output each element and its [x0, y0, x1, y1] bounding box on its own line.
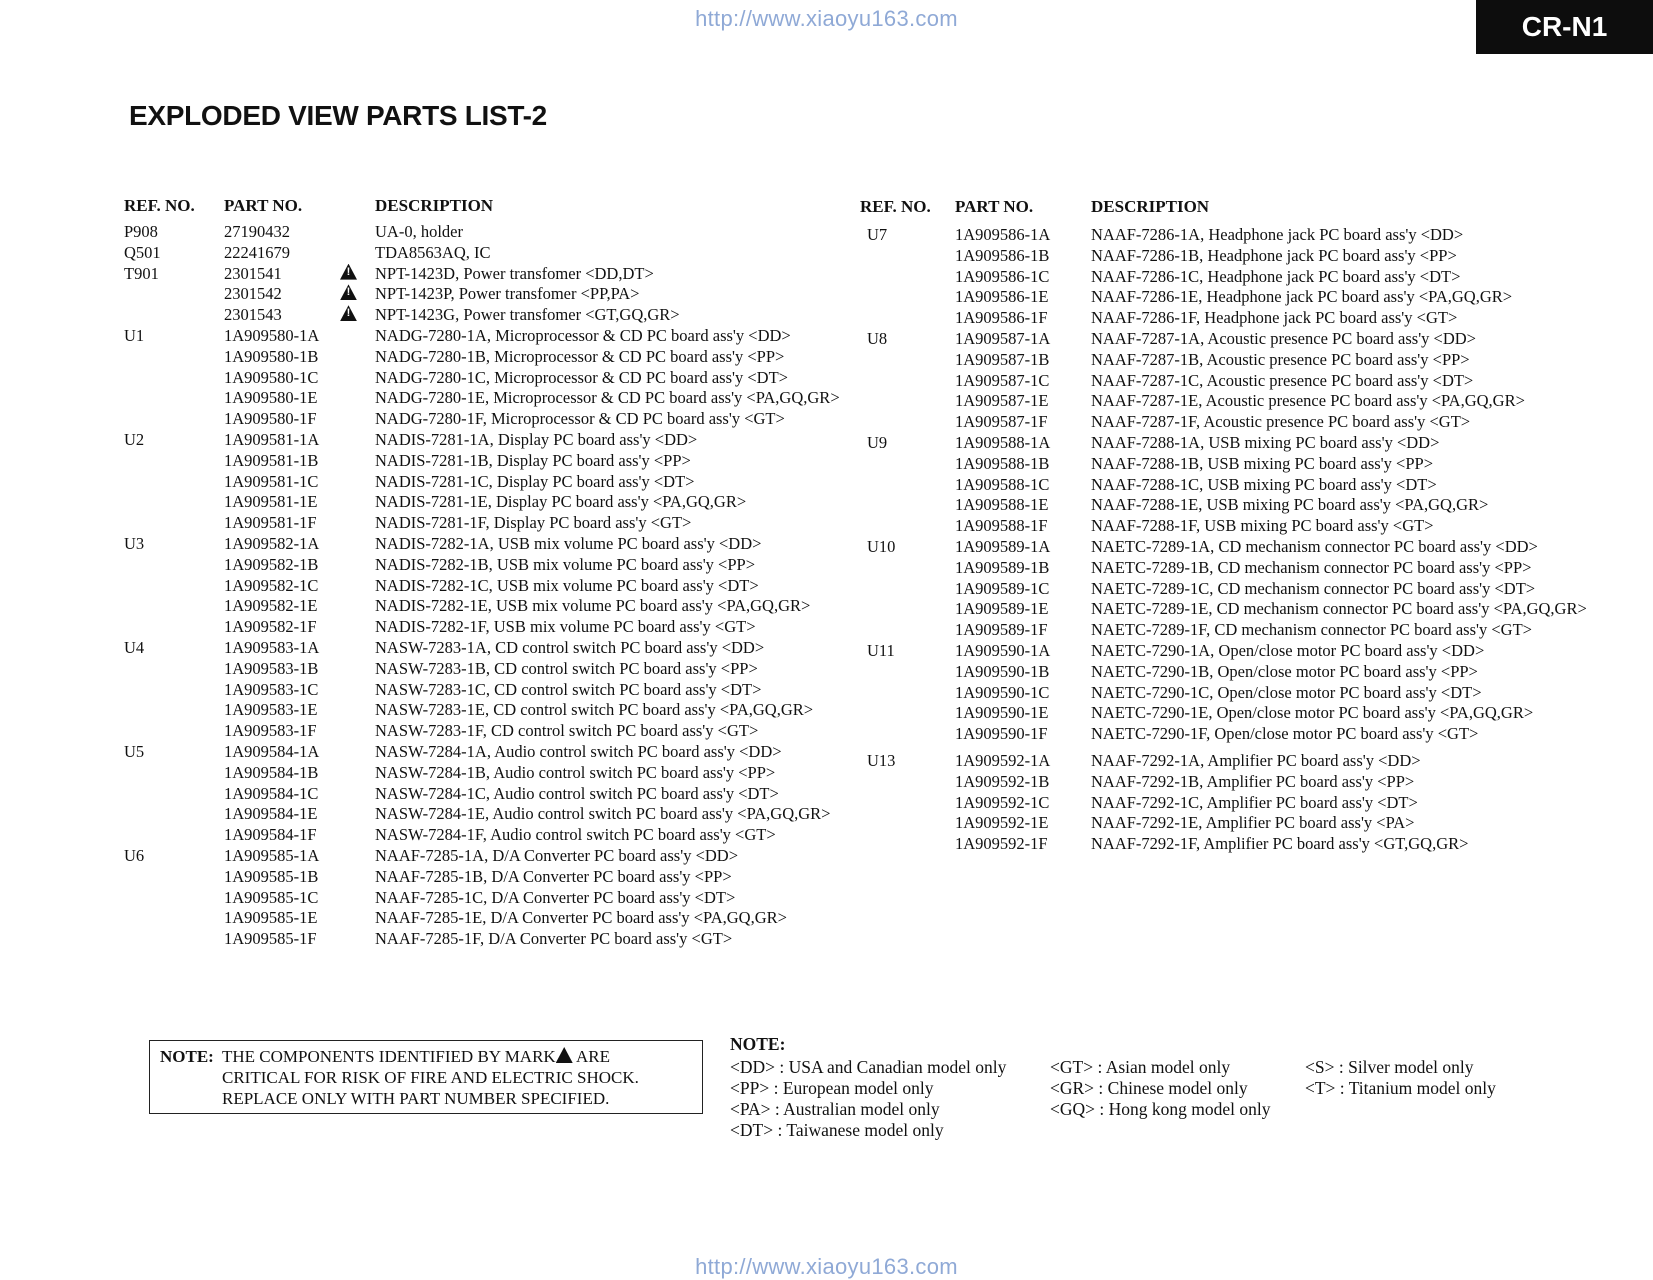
description: NAAF-7288-1C, USB mixing PC board ass'y <DT> [1091, 474, 1437, 494]
part-no: 1A909586-1E [955, 287, 1049, 307]
legend-item: <DT> : Taiwanese model only [730, 1120, 944, 1140]
table-row [124, 825, 844, 846]
description: NAETC-7290-1F, Open/close motor PC board ass'y <GT> [1091, 724, 1479, 744]
part-no: 1A909589-1B [955, 557, 1050, 577]
description: NAETC-7290-1A, Open/close motor PC board ass'y <DD> [1091, 640, 1485, 660]
ref-no: U10 [867, 536, 896, 556]
description: NAAF-7292-1A, Amplifier PC board ass'y <DD> [1091, 750, 1421, 770]
description: NASW-7283-1E, CD control switch PC board ass'y <PA,GQ,GR> [375, 700, 814, 720]
ref-no-header: REF. NO. [860, 197, 931, 216]
description: NPT-1423D, Power transfomer <DD,DT> [375, 263, 654, 283]
description: NASW-7283-1B, CD control switch PC board ass'y <PP> [375, 658, 758, 678]
page-title: EXPLODED VIEW PARTS LIST-2 [129, 100, 547, 131]
table-row [124, 368, 844, 389]
table-row [860, 475, 1640, 496]
part-no: 1A909580-1E [224, 388, 318, 408]
part-no: 1A909580-1A [224, 325, 320, 345]
description: NAAF-7288-1B, USB mixing PC board ass'y <PP> [1091, 453, 1433, 473]
description: NADIS-7282-1A, USB mix volume PC board ass'y <DD> [375, 533, 762, 553]
ref-no: U8 [867, 328, 888, 348]
legend-item: <S> : Silver model only [1305, 1057, 1474, 1077]
description: NADIS-7282-1E, USB mix volume PC board ass'y <PA,GQ,GR> [375, 596, 811, 616]
part-no: 1A909582-1F [224, 617, 317, 637]
warning-triangle-icon [340, 305, 357, 321]
description: NADIS-7282-1F, USB mix volume PC board ass'y <GT> [375, 617, 756, 637]
part-no: 1A909585-1A [224, 845, 320, 865]
description: NAETC-7289-1E, CD mechanism connector PC board ass'y <PA,GQ,GR> [1091, 599, 1587, 619]
description: NAAF-7292-1E, Amplifier PC board ass'y <PA> [1091, 813, 1415, 833]
table-row [124, 576, 844, 597]
part-no: 1A909592-1F [955, 834, 1048, 854]
table-row [124, 555, 844, 576]
description: NAAF-7285-1F, D/A Converter PC board ass'y <GT> [375, 929, 733, 949]
ref-no: U9 [867, 432, 888, 452]
table-row [124, 659, 844, 680]
description: NADG-7280-1E, Microprocessor & CD PC board ass'y <PA,GQ,GR> [375, 388, 840, 408]
description: UA-0, holder [375, 222, 463, 241]
part-no: 1A909582-1A [224, 533, 320, 553]
part-no: 1A909587-1C [955, 370, 1050, 390]
table-row [860, 793, 1640, 814]
note-line-2: CRITICAL FOR RISK OF FIRE AND ELECTRIC SHOCK. [222, 1068, 639, 1087]
legend-item: <GR> : Chinese model only [1050, 1078, 1248, 1098]
part-no: 1A909580-1C [224, 367, 319, 387]
part-no: 1A909586-1F [955, 308, 1048, 328]
part-no: 1A909588-1E [955, 495, 1049, 515]
table-row [860, 287, 1640, 308]
part-no: 1A909583-1F [224, 721, 317, 741]
legend-item: <DD> : USA and Canadian model only [730, 1057, 1007, 1077]
part-no: 1A909581-1E [224, 492, 318, 512]
part-no: 2301541 [224, 263, 282, 283]
description: NAETC-7289-1A, CD mechanism connector PC board ass'y <DD> [1091, 536, 1538, 556]
ref-no: U1 [124, 325, 145, 345]
description: TDA8563AQ, IC [375, 242, 491, 262]
description: NAAF-7285-1E, D/A Converter PC board ass'y <PA,GQ,GR> [375, 908, 787, 928]
part-no: 1A909588-1F [955, 516, 1048, 536]
part-no: 1A909588-1C [955, 474, 1050, 494]
table-row [860, 813, 1640, 834]
note-label: NOTE: [160, 1047, 214, 1066]
table-row [860, 371, 1640, 392]
part-no: 1A909587-1F [955, 412, 1048, 432]
table-row [124, 929, 844, 950]
part-no: 1A909588-1B [955, 453, 1050, 473]
description: NAAF-7287-1B, Acoustic presence PC board ass'y <PP> [1091, 349, 1470, 369]
part-no: 1A909582-1B [224, 554, 319, 574]
legend-column-1 [730, 1057, 1006, 1141]
part-no: 27190432 [224, 222, 290, 241]
table-row [860, 350, 1640, 371]
description: NAAF-7285-1A, D/A Converter PC board ass'y <DD> [375, 845, 739, 865]
description: NADIS-7281-1B, Display PC board ass'y <PP> [375, 450, 691, 470]
part-no: 1A909588-1A [955, 432, 1051, 452]
ref-no: U2 [124, 429, 145, 449]
description: NAAF-7285-1B, D/A Converter PC board ass'y <PP> [375, 866, 732, 886]
table-row [124, 222, 844, 243]
part-no: 1A909581-1A [224, 429, 320, 449]
warning-triangle-icon [340, 284, 357, 300]
ref-no: U7 [867, 225, 888, 244]
part-no: 1A909592-1E [955, 813, 1049, 833]
ref-no: U4 [124, 637, 145, 657]
description: NAETC-7290-1C, Open/close motor PC board ass'y <DT> [1091, 682, 1482, 702]
description: NASW-7284-1F, Audio control switch PC board ass'y <GT> [375, 825, 776, 845]
note-line-1-text: THE COMPONENTS IDENTIFIED BY MARK [222, 1047, 556, 1066]
description: NASW-7283-1F, CD control switch PC board ass'y <GT> [375, 721, 759, 741]
part-no: 1A909590-1C [955, 682, 1050, 702]
description: NADG-7280-1A, Microprocessor & CD PC board ass'y <DD> [375, 325, 791, 345]
part-no: 1A909580-1B [224, 346, 319, 366]
legend-item: <GQ> : Hong kong model only [1050, 1099, 1271, 1119]
part-no: 1A909586-1C [955, 266, 1050, 286]
description: NAAF-7287-1E, Acoustic presence PC board ass'y <PA,GQ,GR> [1091, 391, 1525, 411]
table-row [124, 721, 844, 742]
ref-no: U6 [124, 845, 145, 865]
part-no: 1A909592-1B [955, 771, 1050, 791]
description: NADG-7280-1B, Microprocessor & CD PC board ass'y <PP> [375, 346, 785, 366]
warning-triangle-icon [556, 1047, 573, 1063]
table-row [124, 472, 844, 493]
part-no: 2301542 [224, 284, 282, 304]
description: NAETC-7289-1C, CD mechanism connector PC board ass'y <DT> [1091, 578, 1536, 598]
table-row [860, 703, 1640, 724]
table-row [124, 846, 844, 867]
table-row [860, 246, 1640, 267]
description: NASW-7283-1A, CD control switch PC board ass'y <DD> [375, 637, 765, 657]
part-no: 2301543 [224, 305, 282, 325]
part-no: 1A909581-1F [224, 513, 317, 533]
table-row [124, 742, 844, 763]
table-header [860, 197, 1640, 225]
table-row [124, 638, 844, 659]
table-row [124, 264, 844, 285]
ref-no: Q501 [124, 242, 161, 262]
part-no: 1A909586-1A [955, 225, 1051, 244]
description: NAETC-7289-1F, CD mechanism connector PC board ass'y <GT> [1091, 620, 1532, 640]
table-row [124, 451, 844, 472]
description: NAAF-7287-1A, Acoustic presence PC board ass'y <DD> [1091, 328, 1476, 348]
table-row [124, 305, 844, 326]
part-no: 1A909585-1C [224, 887, 319, 907]
part-no: 1A909583-1E [224, 700, 318, 720]
table-row [860, 579, 1640, 600]
part-no: 1A909587-1E [955, 391, 1049, 411]
description: NAAF-7285-1C, D/A Converter PC board ass'y <DT> [375, 887, 736, 907]
part-no: 1A909590-1A [955, 640, 1051, 660]
part-no: 1A909582-1C [224, 575, 319, 595]
ref-no: U3 [124, 533, 145, 553]
table-row [860, 662, 1640, 683]
part-no: 1A909582-1E [224, 596, 318, 616]
legend-column-2 [1050, 1057, 1271, 1120]
table-row [124, 617, 844, 638]
ref-no: U13 [867, 750, 896, 770]
parts-table-left [124, 196, 844, 950]
description: NASW-7284-1C, Audio control switch PC board ass'y <DT> [375, 783, 779, 803]
table-row [124, 284, 844, 305]
table-row [124, 513, 844, 534]
description-header: DESCRIPTION [375, 196, 494, 215]
part-no: 1A909583-1A [224, 637, 320, 657]
table-row [860, 772, 1640, 793]
safety-note-box [149, 1040, 703, 1114]
part-no-header: PART NO. [224, 196, 303, 215]
table-row [124, 492, 844, 513]
legend-item: <PA> : Australian model only [730, 1099, 940, 1119]
part-no: 1A909592-1A [955, 750, 1051, 770]
table-row [124, 409, 844, 430]
description: NAAF-7286-1F, Headphone jack PC board ass'y <GT> [1091, 308, 1458, 328]
table-row [124, 243, 844, 264]
description: NADIS-7281-1E, Display PC board ass'y <PA,GQ,GR> [375, 492, 747, 512]
description: NAAF-7292-1C, Amplifier PC board ass'y <DT> [1091, 792, 1418, 812]
table-row [860, 683, 1640, 704]
table-row [860, 433, 1640, 454]
table-row [860, 751, 1640, 772]
description: NAAF-7288-1F, USB mixing PC board ass'y <GT> [1091, 516, 1434, 536]
description: NADIS-7281-1A, Display PC board ass'y <DD> [375, 429, 698, 449]
ref-no: P908 [124, 222, 158, 241]
table-row [124, 430, 844, 451]
table-row [860, 834, 1640, 855]
table-row [860, 537, 1640, 558]
note-line-3: REPLACE ONLY WITH PART NUMBER SPECIFIED. [222, 1089, 610, 1108]
table-row [124, 596, 844, 617]
table-row [860, 267, 1640, 288]
description: NADIS-7281-1F, Display PC board ass'y <GT> [375, 513, 692, 533]
table-row [860, 558, 1640, 579]
table-row [124, 784, 844, 805]
part-no: 1A909590-1B [955, 661, 1050, 681]
description: NADIS-7281-1C, Display PC board ass'y <DT> [375, 471, 695, 491]
note-line-1-end: ARE [576, 1047, 611, 1066]
source-url-top[interactable]: http://www.xiaoyu163.com [695, 6, 958, 31]
legend-column-3 [1305, 1057, 1496, 1099]
table-row [860, 599, 1640, 620]
part-no: 1A909584-1F [224, 825, 317, 845]
description: NASW-7284-1A, Audio control switch PC board ass'y <DD> [375, 741, 782, 761]
table-row [124, 700, 844, 721]
part-no: 1A909581-1B [224, 450, 319, 470]
part-no: 1A909589-1C [955, 578, 1050, 598]
table-row [860, 225, 1640, 246]
part-no: 1A909589-1E [955, 599, 1049, 619]
table-row [860, 641, 1640, 662]
ref-no: T901 [124, 263, 159, 283]
description: NAAF-7286-1B, Headphone jack PC board ass'y <PP> [1091, 245, 1457, 265]
description: NAAF-7292-1B, Amplifier PC board ass'y <PP> [1091, 771, 1415, 791]
table-row [124, 763, 844, 784]
parts-table-right [860, 197, 1640, 855]
table-header [124, 196, 844, 222]
description: NAAF-7286-1E, Headphone jack PC board ass'y <PA,GQ,GR> [1091, 287, 1513, 307]
description: NAAF-7292-1F, Amplifier PC board ass'y <GT,GQ,GR> [1091, 834, 1469, 854]
part-no-header: PART NO. [955, 197, 1034, 216]
ref-no-header: REF. NO. [124, 196, 195, 215]
description-header: DESCRIPTION [1091, 197, 1210, 216]
description: NASW-7283-1C, CD control switch PC board ass'y <DT> [375, 679, 762, 699]
table-row [860, 516, 1640, 537]
legend-item: <GT> : Asian model only [1050, 1057, 1231, 1077]
part-no: 1A909587-1A [955, 328, 1051, 348]
legend-title: NOTE: [730, 1034, 786, 1054]
part-no: 1A909589-1A [955, 536, 1051, 556]
description: NPT-1423P, Power transfomer <PP,PA> [375, 284, 640, 304]
part-no: 1A909592-1C [955, 792, 1050, 812]
table-row [124, 804, 844, 825]
description: NADG-7280-1C, Microprocessor & CD PC board ass'y <DT> [375, 367, 788, 387]
legend-item: <PP> : European model only [730, 1078, 934, 1098]
description: NAAF-7286-1A, Headphone jack PC board ass'y <DD> [1091, 225, 1464, 244]
part-no: 1A909583-1C [224, 679, 319, 699]
description: NAETC-7289-1B, CD mechanism connector PC board ass'y <PP> [1091, 557, 1532, 577]
description: NAAF-7288-1A, USB mixing PC board ass'y <DD> [1091, 432, 1440, 452]
ref-no: U5 [124, 741, 145, 761]
part-no: 1A909586-1B [955, 245, 1050, 265]
part-no: 1A909584-1B [224, 762, 319, 782]
description: NPT-1423G, Power transfomer <GT,GQ,GR> [375, 305, 680, 325]
table-row [860, 454, 1640, 475]
legend-item: <T> : Titanium model only [1305, 1078, 1496, 1098]
table-row [860, 620, 1640, 641]
part-no: 1A909589-1F [955, 620, 1048, 640]
description: NAAF-7287-1F, Acoustic presence PC board ass'y <GT> [1091, 412, 1471, 432]
description: NASW-7284-1B, Audio control switch PC board ass'y <PP> [375, 762, 776, 782]
part-no: 22241679 [224, 242, 290, 262]
part-no: 1A909584-1E [224, 804, 318, 824]
table-row [860, 391, 1640, 412]
note-line-1 [222, 1046, 610, 1067]
table-row [124, 680, 844, 701]
description: NADG-7280-1F, Microprocessor & CD PC board ass'y <GT> [375, 409, 785, 429]
table-row [860, 495, 1640, 516]
table-row [860, 724, 1640, 745]
source-url-bottom[interactable]: http://www.xiaoyu163.com [695, 1254, 958, 1279]
table-row [860, 308, 1640, 329]
table-row [124, 347, 844, 368]
part-no: 1A909583-1B [224, 658, 319, 678]
parts-rows-left [124, 222, 844, 950]
warning-triangle-icon [340, 264, 357, 280]
part-no: 1A909580-1F [224, 409, 317, 429]
description: NADIS-7282-1C, USB mix volume PC board ass'y <DT> [375, 575, 759, 595]
part-no: 1A909590-1E [955, 703, 1049, 723]
table-row [124, 388, 844, 409]
description: NAAF-7287-1C, Acoustic presence PC board ass'y <DT> [1091, 370, 1474, 390]
parts-rows-right [860, 225, 1640, 855]
part-no: 1A909590-1F [955, 724, 1048, 744]
part-no: 1A909585-1B [224, 866, 319, 886]
table-row [124, 888, 844, 909]
table-row [860, 412, 1640, 433]
part-no: 1A909585-1F [224, 929, 317, 949]
table-row [124, 534, 844, 555]
table-row [124, 326, 844, 347]
table-row [124, 908, 844, 929]
table-row [860, 329, 1640, 350]
part-no: 1A909585-1E [224, 908, 318, 928]
part-no: 1A909581-1C [224, 471, 319, 491]
part-no: 1A909584-1A [224, 741, 320, 761]
description: NASW-7284-1E, Audio control switch PC board ass'y <PA,GQ,GR> [375, 804, 831, 824]
part-no: 1A909587-1B [955, 349, 1050, 369]
model-badge: CR-N1 [1476, 0, 1653, 54]
description: NADIS-7282-1B, USB mix volume PC board ass'y <PP> [375, 554, 756, 574]
part-no: 1A909584-1C [224, 783, 319, 803]
description: NAAF-7286-1C, Headphone jack PC board ass'y <DT> [1091, 266, 1461, 286]
description: NAETC-7290-1B, Open/close motor PC board ass'y <PP> [1091, 661, 1478, 681]
ref-no: U11 [867, 640, 895, 660]
description: NAAF-7288-1E, USB mixing PC board ass'y <PA,GQ,GR> [1091, 495, 1489, 515]
table-row [124, 867, 844, 888]
description: NAETC-7290-1E, Open/close motor PC board ass'y <PA,GQ,GR> [1091, 703, 1534, 723]
